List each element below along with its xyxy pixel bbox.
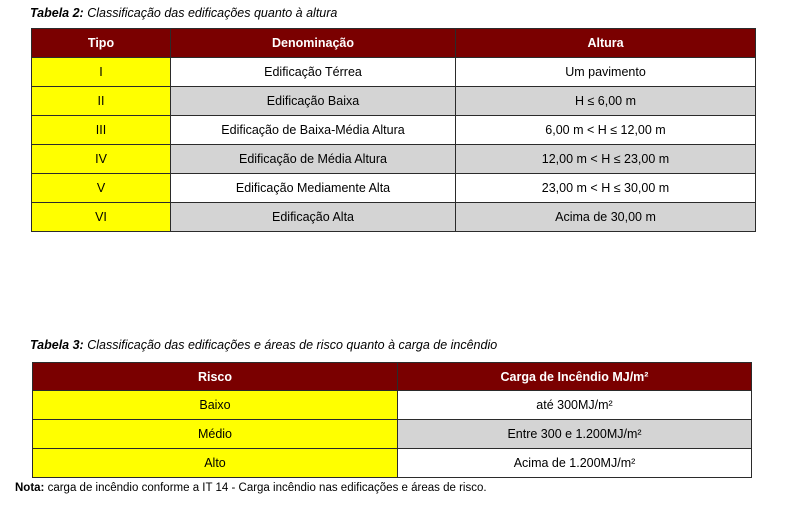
carga-cell: até 300MJ/m²: [398, 391, 752, 420]
risco-cell: Baixo: [33, 391, 398, 420]
table-row: [32, 145, 756, 174]
denominacao-cell: Edificação de Média Altura: [171, 145, 456, 174]
table-header-row: [32, 29, 756, 58]
table3-caption-text: Classificação das edificações e áreas de risco quanto à carga de incêndio: [87, 338, 498, 352]
tipo-cell: VI: [32, 203, 171, 232]
header-denominacao: Denominação: [171, 29, 456, 58]
tipo-cell: III: [32, 116, 171, 145]
carga-cell: Entre 300 e 1.200MJ/m²: [398, 420, 752, 449]
header-carga: Carga de Incêndio MJ/m²: [398, 363, 752, 391]
table-row: [32, 87, 756, 116]
altura-cell: 6,00 m < H ≤ 12,00 m: [456, 116, 756, 145]
table-row: [32, 203, 756, 232]
denominacao-cell: Edificação Térrea: [171, 58, 456, 87]
denominacao-cell: Edificação Alta: [171, 203, 456, 232]
footnote-label: Nota:: [15, 482, 45, 494]
height-classification-table: [31, 28, 756, 232]
table2-caption-label: Tabela 2:: [30, 6, 84, 20]
table2-caption: [30, 6, 337, 20]
header-tipo: Tipo: [32, 29, 171, 58]
denominacao-cell: Edificação Mediamente Alta: [171, 174, 456, 203]
tipo-cell: II: [32, 87, 171, 116]
altura-cell: Acima de 30,00 m: [456, 203, 756, 232]
footnote-text: carga de incêndio conforme a IT 14 - Carga incêndio nas edificações e áreas de risco.: [44, 482, 487, 494]
table-row: [33, 449, 752, 478]
table-row: [33, 391, 752, 420]
tipo-cell: I: [32, 58, 171, 87]
table-row: [32, 174, 756, 203]
risco-cell: Alto: [33, 449, 398, 478]
altura-cell: 12,00 m < H ≤ 23,00 m: [456, 145, 756, 174]
header-risco: Risco: [33, 363, 398, 391]
header-altura: Altura: [456, 29, 756, 58]
altura-cell: 23,00 m < H ≤ 30,00 m: [456, 174, 756, 203]
table-row: [33, 420, 752, 449]
denominacao-cell: Edificação Baixa: [171, 87, 456, 116]
table-row: [32, 58, 756, 87]
table2-caption-text: Classificação das edificações quanto à altura: [87, 6, 338, 20]
footnote: [15, 482, 487, 494]
altura-cell: H ≤ 6,00 m: [456, 87, 756, 116]
table3-caption: [30, 338, 497, 352]
carga-cell: Acima de 1.200MJ/m²: [398, 449, 752, 478]
table3-caption-label: Tabela 3:: [30, 338, 84, 352]
table-row: [32, 116, 756, 145]
denominacao-cell: Edificação de Baixa-Média Altura: [171, 116, 456, 145]
tipo-cell: IV: [32, 145, 171, 174]
table-header-row: [33, 363, 752, 391]
risco-cell: Médio: [33, 420, 398, 449]
altura-cell: Um pavimento: [456, 58, 756, 87]
fire-load-risk-table: [32, 362, 752, 478]
tipo-cell: V: [32, 174, 171, 203]
